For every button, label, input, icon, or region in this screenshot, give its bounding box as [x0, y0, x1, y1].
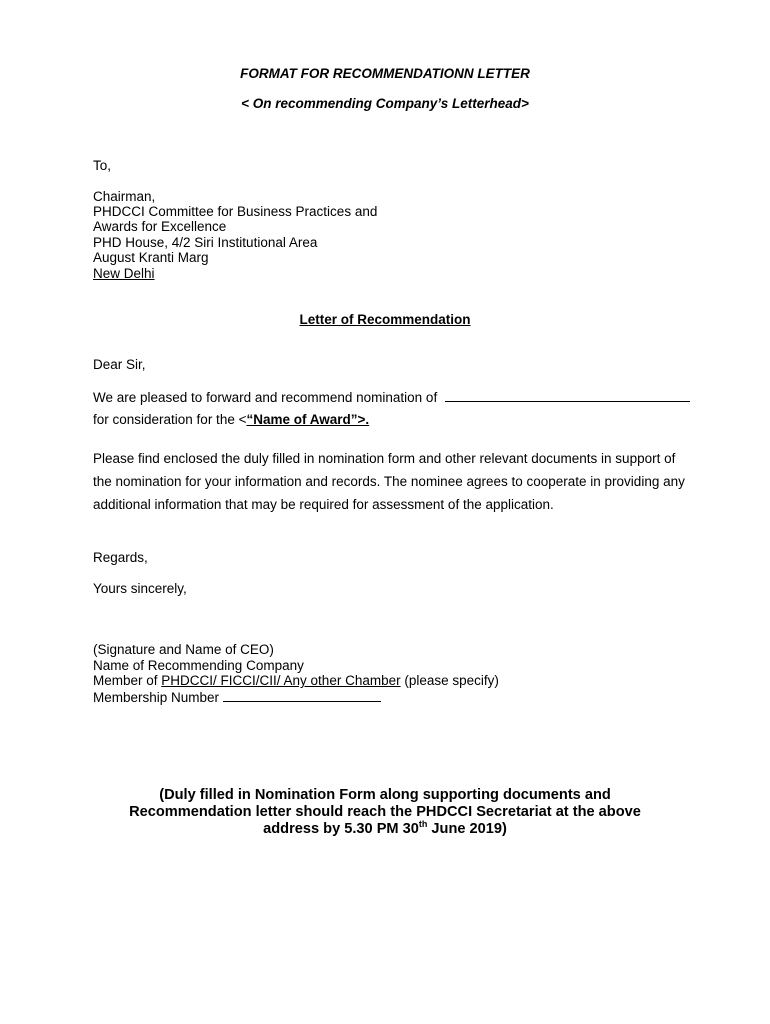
submission-note-line-3 [0, 821, 770, 838]
paragraph-2-line-1: Please find enclosed the duly filled in nomination form and other relevant documents in support of [93, 451, 676, 466]
submission-note-line-1: (Duly filled in Nomination Form along supporting documents and [159, 787, 611, 803]
address-line-city: New Delhi [93, 266, 155, 281]
signature-company: Name of Recommending Company [93, 658, 304, 673]
address-line-house: PHD House, 4/2 Siri Institutional Area [93, 235, 318, 250]
submission-deadline-prefix: address by 5.30 PM 30 [263, 821, 419, 837]
address-line-marg: August Kranti Marg [93, 250, 209, 265]
submission-deadline-suffix: June 2019) [427, 821, 507, 837]
submission-note-line-2: Recommendation letter should reach the PHDCCI Secretariat at the above [129, 804, 641, 820]
please-specify-label: (please specify) [400, 673, 499, 688]
membership-number-label: Membership Number [93, 690, 223, 705]
closing-sincerely: Yours sincerely, [93, 581, 187, 596]
document-title: FORMAT FOR RECOMMENDATIONN LETTER [240, 66, 530, 81]
signature-membership-number [93, 689, 381, 706]
signature-membership-chamber [93, 673, 499, 689]
award-name-placeholder: “Name of Award”>. [246, 412, 370, 427]
address-to: To, [93, 158, 112, 173]
paragraph-2-line-2: the nomination for your information and records. The nominee agrees to cooperate in providing any [93, 474, 685, 489]
signature-ceo: (Signature and Name of CEO) [93, 642, 274, 657]
paragraph-1-text: We are pleased to forward and recommend nomination of [93, 390, 438, 405]
paragraph-2-line-3: additional information that may be required for assessment of the application. [93, 497, 554, 512]
address-line-chairman: Chairman, [93, 189, 156, 204]
membership-number-blank[interactable] [223, 689, 381, 702]
paragraph-1-line-2 [93, 412, 369, 428]
paragraph-1-line-1 [93, 389, 690, 406]
address-line-committee: PHDCCI Committee for Business Practices and [93, 204, 378, 219]
submission-deadline-superscript: th [418, 819, 428, 830]
document-subtitle: < On recommending Company’s Letterhead> [241, 96, 529, 111]
salutation: Dear Sir, [93, 357, 146, 372]
letter-subject: Letter of Recommendation [299, 312, 471, 327]
nominee-name-blank[interactable] [445, 389, 690, 402]
address-line-awards: Awards for Excellence [93, 219, 227, 234]
chamber-options: PHDCCI/ FICCI/CII/ Any other Chamber [161, 673, 401, 688]
member-of-label: Member of [93, 673, 162, 688]
paragraph-1-prefix: for consideration for the < [93, 412, 247, 427]
closing-regards: Regards, [93, 550, 148, 565]
